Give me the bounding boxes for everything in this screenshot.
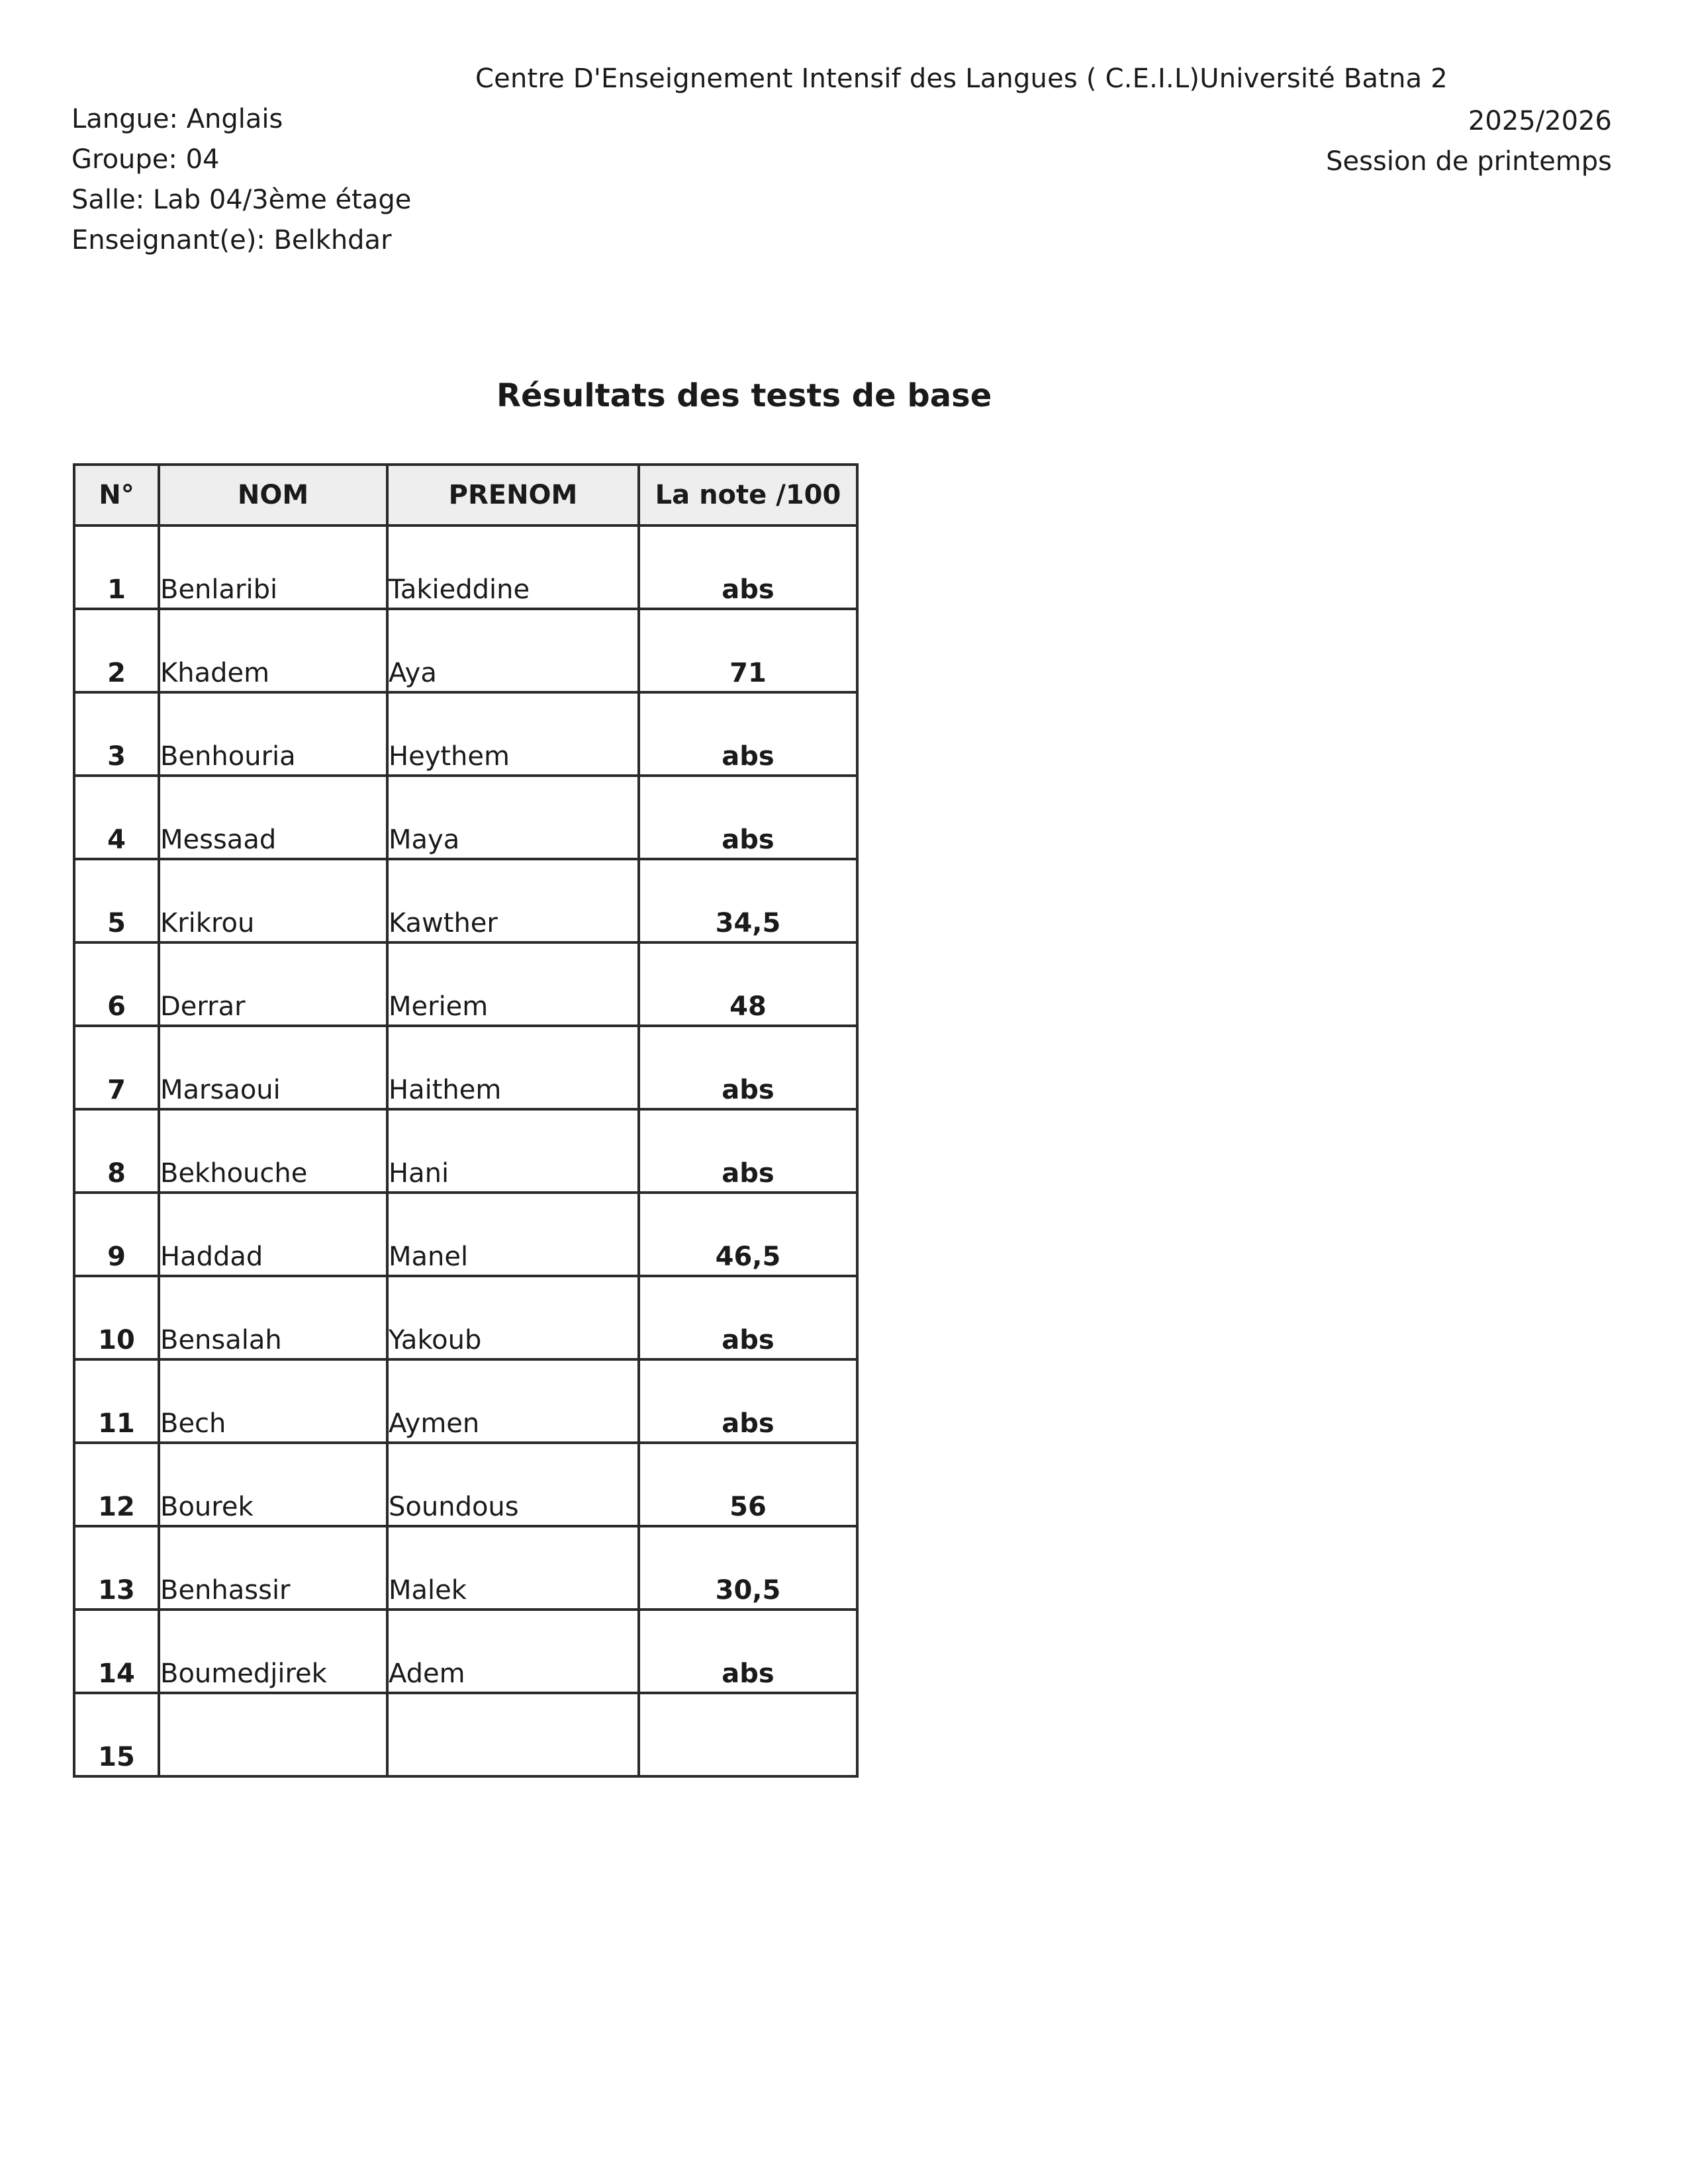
student-last-name: Bekhouche	[159, 1109, 387, 1193]
student-first-name: Manel	[387, 1193, 639, 1276]
table-row	[74, 1026, 857, 1109]
session-name: Session de printemps	[1326, 146, 1612, 177]
table-row	[74, 1693, 857, 1776]
room-line: Salle: Lab 04/3ème étage	[71, 185, 412, 215]
table-row	[74, 1109, 857, 1193]
row-number: 5	[74, 859, 159, 942]
student-first-name: Aya	[387, 609, 639, 692]
student-first-name	[387, 1693, 639, 1776]
student-first-name: Yakoub	[387, 1276, 639, 1359]
table-row	[74, 1610, 857, 1693]
teacher-line: Enseignant(e): Belkhdar	[71, 225, 392, 255]
student-first-name: Heythem	[387, 692, 639, 776]
student-last-name: Bourek	[159, 1443, 387, 1526]
student-first-name: Hani	[387, 1109, 639, 1193]
student-last-name: Messaad	[159, 776, 387, 859]
table-row	[74, 776, 857, 859]
student-grade: 56	[639, 1443, 857, 1526]
student-first-name: Meriem	[387, 942, 639, 1026]
table-row	[74, 1276, 857, 1359]
row-number: 11	[74, 1359, 159, 1443]
table-row	[74, 1359, 857, 1443]
student-last-name: Bech	[159, 1359, 387, 1443]
student-first-name: Aymen	[387, 1359, 639, 1443]
student-grade: abs	[639, 1359, 857, 1443]
course-info	[71, 99, 411, 261]
student-first-name: Haithem	[387, 1026, 639, 1109]
student-grade: abs	[639, 1109, 857, 1193]
student-last-name: Benlaribi	[159, 525, 387, 609]
student-first-name: Maya	[387, 776, 639, 859]
row-number: 13	[74, 1526, 159, 1610]
institution-name: Centre D'Enseignement Intensif des Langues ( C.E.I.L)Université Batna 2	[475, 64, 1448, 94]
session-info	[1326, 101, 1612, 182]
row-number: 15	[74, 1693, 159, 1776]
table-row	[74, 859, 857, 942]
student-last-name: Khadem	[159, 609, 387, 692]
row-number: 8	[74, 1109, 159, 1193]
student-first-name: Adem	[387, 1610, 639, 1693]
row-number: 2	[74, 609, 159, 692]
row-number: 10	[74, 1276, 159, 1359]
column-header-note: La note /100	[639, 465, 857, 525]
table-row	[74, 1443, 857, 1526]
student-last-name: Haddad	[159, 1193, 387, 1276]
student-last-name: Benhassir	[159, 1526, 387, 1610]
student-last-name: Derrar	[159, 942, 387, 1026]
student-first-name: Soundous	[387, 1443, 639, 1526]
student-last-name	[159, 1693, 387, 1776]
student-last-name: Marsaoui	[159, 1026, 387, 1109]
student-grade: abs	[639, 525, 857, 609]
student-grade: 48	[639, 942, 857, 1026]
student-grade: abs	[639, 1026, 857, 1109]
row-number: 12	[74, 1443, 159, 1526]
student-grade: abs	[639, 1610, 857, 1693]
student-last-name: Benhouria	[159, 692, 387, 776]
student-grade: 30,5	[639, 1526, 857, 1610]
student-first-name: Kawther	[387, 859, 639, 942]
document-title: Résultats des tests de base	[496, 377, 992, 414]
row-number: 4	[74, 776, 159, 859]
student-grade: 71	[639, 609, 857, 692]
language-line: Langue: Anglais	[71, 104, 283, 134]
student-grade: 34,5	[639, 859, 857, 942]
table-row	[74, 609, 857, 692]
column-header-prenom: PRENOM	[387, 465, 639, 525]
table-row	[74, 1193, 857, 1276]
table-row	[74, 525, 857, 609]
student-last-name: Krikrou	[159, 859, 387, 942]
student-grade	[639, 1693, 857, 1776]
column-header-number: N°	[74, 465, 159, 525]
results-table	[73, 463, 859, 1778]
row-number: 6	[74, 942, 159, 1026]
student-last-name: Boumedjirek	[159, 1610, 387, 1693]
row-number: 7	[74, 1026, 159, 1109]
row-number: 1	[74, 525, 159, 609]
table-row	[74, 692, 857, 776]
row-number: 9	[74, 1193, 159, 1276]
student-grade: abs	[639, 1276, 857, 1359]
student-first-name: Malek	[387, 1526, 639, 1610]
group-line: Groupe: 04	[71, 144, 220, 175]
student-first-name: Takieddine	[387, 525, 639, 609]
student-last-name: Bensalah	[159, 1276, 387, 1359]
row-number: 14	[74, 1610, 159, 1693]
table-row	[74, 1526, 857, 1610]
student-grade: 46,5	[639, 1193, 857, 1276]
table-header-row	[74, 465, 857, 525]
column-header-nom: NOM	[159, 465, 387, 525]
table-row	[74, 942, 857, 1026]
row-number: 3	[74, 692, 159, 776]
student-grade: abs	[639, 692, 857, 776]
academic-year: 2025/2026	[1468, 106, 1612, 136]
student-grade: abs	[639, 776, 857, 859]
